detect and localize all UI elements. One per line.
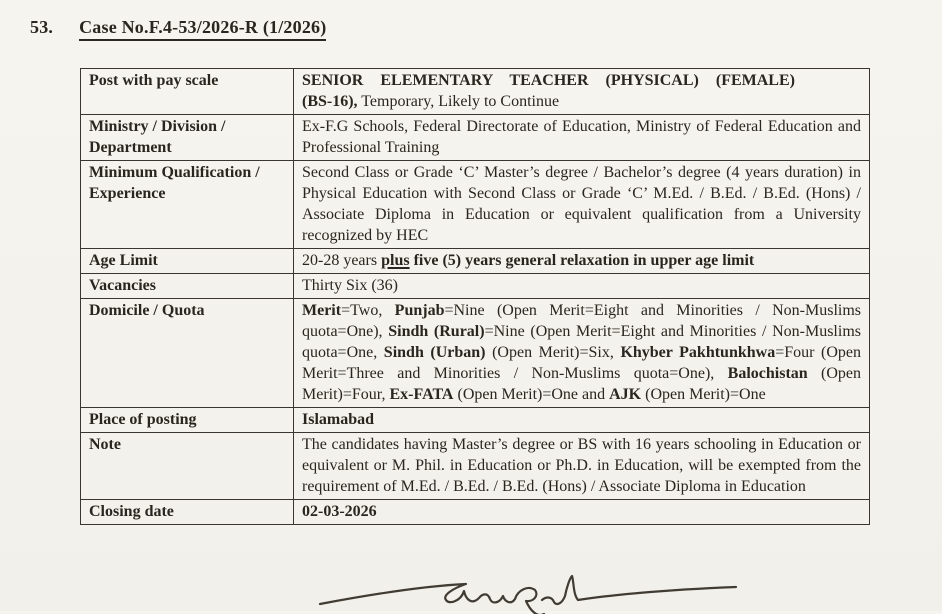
text-segment: Islamabad — [302, 411, 375, 428]
row-value-closing-date — [294, 500, 870, 525]
text-segment: (Open Merit)=One and — [453, 386, 610, 403]
table-row-qualification — [81, 161, 870, 249]
text-segment: Punjab — [394, 302, 445, 319]
text-segment: Thirty Six (36) — [302, 277, 398, 294]
row-value-qualification — [294, 161, 870, 249]
text-segment: Sindh (Urban) — [383, 344, 486, 361]
table-row-place-of-posting — [81, 408, 870, 433]
item-number: 53. — [30, 17, 54, 37]
table-row-age-limit — [81, 249, 870, 274]
table-row-closing-date — [81, 500, 870, 525]
handwritten-signature-icon — [318, 568, 748, 614]
text-segment: AJK — [609, 386, 642, 403]
table-row-vacancies — [81, 274, 870, 299]
row-label-note: Note — [81, 433, 294, 500]
row-label-post: Post with pay scale — [81, 69, 294, 115]
case-title: Case No.F.4-53/2026-R (1/2026) — [79, 17, 326, 41]
text-segment: =Two, — [341, 302, 395, 319]
text-segment: =Nine (Open Merit=Eight and Minorities / Non-Muslims quota=One, — [302, 323, 861, 361]
text-segment: plus — [381, 252, 410, 269]
table-row-ministry — [81, 115, 870, 161]
row-label-domicile-quota: Domicile / Quota — [81, 299, 294, 408]
text-segment: Merit — [302, 302, 342, 319]
row-value-place-of-posting — [294, 408, 870, 433]
row-value-post — [294, 69, 870, 115]
text-segment: Balochistan — [727, 365, 808, 382]
table-row-note — [81, 433, 870, 500]
row-label-age-limit: Age Limit — [81, 249, 294, 274]
row-value-vacancies — [294, 274, 870, 299]
row-value-domicile-quota — [294, 299, 870, 408]
text-segment: Ex-FATA — [389, 386, 454, 403]
table-row-post — [81, 69, 870, 115]
text-segment: Second Class or Grade ‘C’ Master’s degree / Bachelor’s degree (4 years duration) in Physical Education with Second Class or Grade ‘C’ M.Ed. / B.Ed. / B.Ed. (Hons) / Associate Diploma in Education or equivalent qualification from a University recognized by HEC — [302, 164, 861, 244]
row-value-age-limit — [294, 249, 870, 274]
row-label-closing-date: Closing date — [81, 500, 294, 525]
text-segment: (BS-16), — [302, 93, 358, 110]
text-segment: (Open Merit)=Four, — [302, 365, 862, 403]
text-segment: 20-28 years — [302, 252, 382, 269]
case-heading — [30, 17, 326, 41]
row-label-qualification: Minimum Qualification / Experience — [81, 161, 294, 249]
text-segment: 02-03-2026 — [302, 503, 377, 520]
case-details-table — [80, 68, 870, 525]
text-segment: Ex-F.G Schools, Federal Directorate of Education, Ministry of Federal Education and Professional Training — [302, 118, 861, 156]
text-segment: Sindh (Rural) — [388, 323, 485, 340]
table-body — [81, 69, 870, 525]
text-segment: The candidates having Master’s degree or BS with 16 years schooling in Education or equivalent or M. Phil. in Education or Ph.D. in Education, will be exempted from the requirement of M.Ed. / B.Ed. / B.Ed. (Hons) / Associate Diploma in Education — [302, 436, 861, 495]
text-segment: SENIOR ELEMENTARY TEACHER (PHYSICAL) (FEMALE) — [302, 72, 795, 89]
row-label-ministry: Ministry / Division / Department — [81, 115, 294, 161]
text-segment: Khyber Pakhtunkhwa — [620, 344, 776, 361]
text-segment: =Four (Open Merit=Three and Minorities / Non-Muslims quota=One), — [302, 344, 861, 382]
table-row-domicile-quota — [81, 299, 870, 408]
row-label-vacancies: Vacancies — [81, 274, 294, 299]
text-segment: five (5) years general relaxation in upper age limit — [409, 252, 755, 269]
row-value-note — [294, 433, 870, 500]
text-segment: (Open Merit)=Six, — [485, 344, 621, 361]
row-value-ministry — [294, 115, 870, 161]
text-segment: (Open Merit)=One — [641, 386, 766, 403]
text-segment: =Nine (Open Merit=Eight and Minorities / Non-Muslims quota=One), — [302, 302, 862, 340]
text-segment: Temporary, Likely to Continue — [357, 93, 560, 110]
row-label-place-of-posting: Place of posting — [81, 408, 294, 433]
